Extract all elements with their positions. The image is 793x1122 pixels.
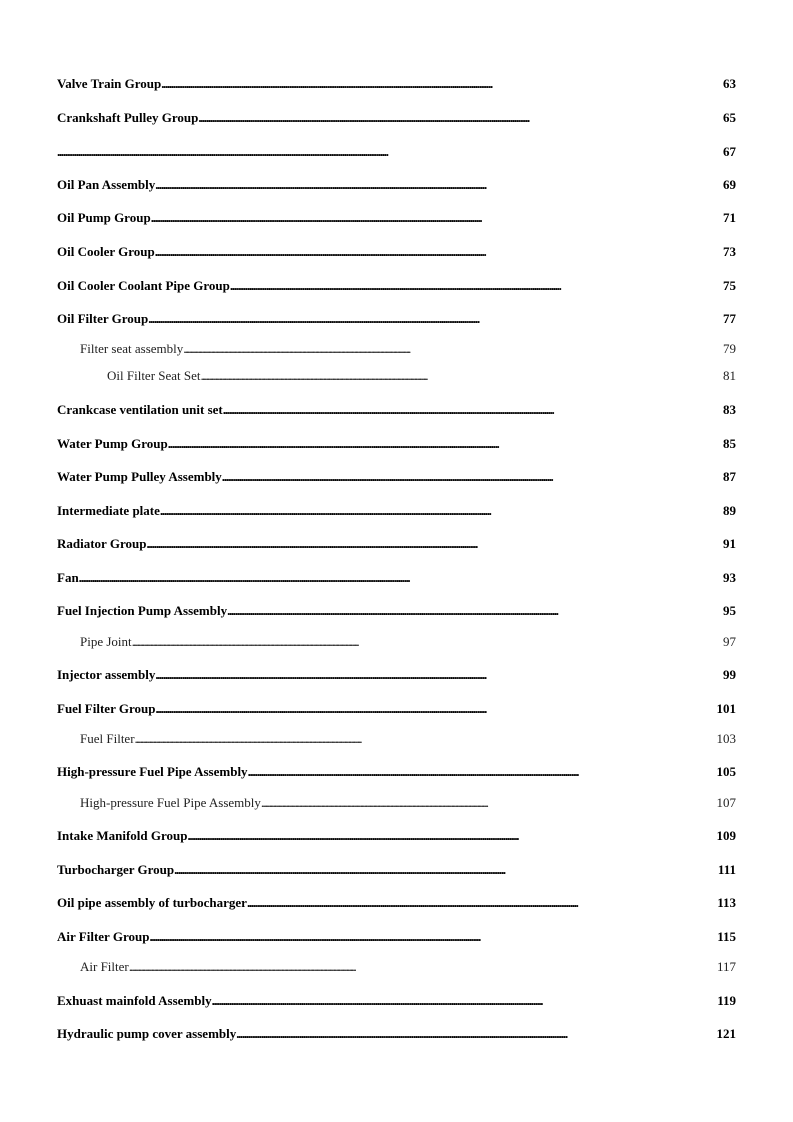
toc-dot-leader (222, 469, 723, 485)
toc-entry[interactable] (0, 210, 793, 228)
toc-entry[interactable] (0, 667, 793, 685)
toc-page-number: 101 (716, 701, 736, 716)
toc-entry-title: Injector assembly (57, 667, 156, 682)
toc-page-number: 65 (723, 110, 736, 125)
toc-dot-leader (79, 570, 723, 586)
toc-entry-title: Exhuast mainfold Assembly (57, 993, 212, 1008)
toc-entry-title: Fuel Filter (80, 731, 135, 746)
toc-entry[interactable] (0, 244, 793, 262)
toc-dot-leader (174, 862, 718, 878)
toc-entry[interactable] (0, 110, 793, 128)
toc-page-number: 99 (723, 667, 736, 682)
toc-entry[interactable] (0, 144, 793, 162)
toc-page-number: 95 (723, 603, 736, 618)
toc-page-number: 107 (716, 795, 736, 810)
toc-entry-title: Oil Pump Group (57, 210, 151, 225)
toc-dot-leader (129, 959, 717, 975)
toc-page-number: 93 (723, 570, 736, 585)
toc-dot-leader (212, 993, 718, 1009)
toc-page-number: 81 (723, 368, 736, 383)
toc-entry-title: Air Filter (80, 959, 129, 974)
toc-page-number: 105 (716, 764, 736, 779)
toc-entry[interactable] (0, 368, 793, 386)
toc-entry[interactable] (0, 895, 793, 913)
toc-dot-leader (132, 634, 723, 650)
toc-entry-title: Oil pipe assembly of turbocharger (57, 895, 247, 910)
toc-dot-leader (223, 402, 723, 418)
toc-dot-leader (155, 701, 716, 717)
toc-page-number: 83 (723, 402, 736, 417)
toc-page-number: 121 (716, 1026, 736, 1041)
toc-entry[interactable] (0, 862, 793, 880)
toc-dot-leader (149, 929, 717, 945)
toc-dot-leader (155, 667, 723, 683)
toc-entry-title: Oil Cooler Group (57, 244, 155, 259)
toc-entry-title: Radiator Group (57, 536, 147, 551)
toc-dot-leader (155, 244, 723, 260)
toc-entry[interactable] (0, 701, 793, 719)
toc-entry[interactable] (0, 959, 793, 977)
toc-entry[interactable] (0, 177, 793, 195)
toc-entry-title: High-pressure Fuel Pipe Assembly (80, 795, 261, 810)
toc-entry[interactable] (0, 536, 793, 554)
toc-entry[interactable] (0, 402, 793, 420)
toc-entry[interactable] (0, 764, 793, 782)
toc-entry[interactable] (0, 76, 793, 94)
toc-dot-leader (183, 341, 723, 357)
toc-entry-title: Water Pump Group (57, 436, 168, 451)
toc-dot-leader (161, 76, 723, 92)
toc-entry-title: Filter seat assembly (80, 341, 184, 356)
toc-entry-title: Hydraulic pump cover assembly (57, 1026, 237, 1041)
toc-dot-leader (168, 436, 723, 452)
toc-page-number: 89 (723, 503, 736, 518)
toc-entry-title: Water Pump Pulley Assembly (57, 469, 222, 484)
toc-entry[interactable] (0, 503, 793, 521)
toc-entry[interactable] (0, 795, 793, 813)
toc-dot-leader (135, 731, 717, 747)
toc-page-number: 85 (723, 436, 736, 451)
toc-dot-leader (247, 895, 717, 911)
toc-entry-title: Oil Pan Assembly (57, 177, 156, 192)
toc-entry[interactable] (0, 731, 793, 749)
toc-entry-title: Fan (57, 570, 79, 585)
toc-dot-leader (198, 110, 723, 126)
toc-entry-title: Fuel Injection Pump Assembly (57, 603, 228, 618)
toc-entry-title: Crankshaft Pulley Group (57, 110, 199, 125)
toc-page-number: 103 (716, 731, 736, 746)
toc-dot-leader (227, 603, 723, 619)
toc-entry[interactable] (0, 278, 793, 296)
toc-entry-title: Oil Filter Seat Set (107, 368, 201, 383)
toc-entry[interactable] (0, 341, 793, 359)
toc-page-number: 77 (723, 311, 736, 326)
toc-entry-title: Intermediate plate (57, 503, 160, 518)
toc-entry[interactable] (0, 993, 793, 1011)
toc-entry-title: Intake Manifold Group (57, 828, 188, 843)
toc-page-number: 91 (723, 536, 736, 551)
toc-page-number: 73 (723, 244, 736, 259)
toc-page-number: 63 (723, 76, 736, 91)
toc-entry[interactable] (0, 311, 793, 329)
toc-dot-leader (201, 368, 723, 384)
toc-dot-leader (236, 1026, 716, 1042)
toc-entry-title: Air Filter Group (57, 929, 150, 944)
toc-entry-title: High-pressure Fuel Pipe Assembly (57, 764, 248, 779)
toc-dot-leader (146, 536, 723, 552)
toc-entry-title: Oil Filter Group (57, 311, 149, 326)
toc-page-number: 67 (723, 144, 736, 159)
toc-page-number: 97 (723, 634, 736, 649)
toc-entry-title: Pipe Joint (80, 634, 132, 649)
toc-entry-title: Oil Cooler Coolant Pipe Group (57, 278, 230, 293)
toc-entry[interactable] (0, 603, 793, 621)
toc-entry-title: Fuel Filter Group (57, 701, 156, 716)
toc-page-number: 75 (723, 278, 736, 293)
toc-entry[interactable] (0, 929, 793, 947)
toc-page-number: 71 (723, 210, 736, 225)
toc-entry[interactable] (0, 828, 793, 846)
toc-entry[interactable] (0, 634, 793, 652)
toc-entry[interactable] (0, 469, 793, 487)
toc-entry[interactable] (0, 570, 793, 588)
toc-dot-leader (57, 144, 723, 160)
toc-page-number: 115 (717, 929, 736, 944)
toc-dot-leader (230, 278, 723, 294)
toc-entry[interactable] (0, 1026, 793, 1044)
toc-entry[interactable] (0, 436, 793, 454)
toc-entry-title: Turbocharger Group (57, 862, 175, 877)
toc-page-number: 111 (717, 862, 736, 877)
toc-dot-leader (155, 177, 723, 193)
toc-page-number: 117 (716, 959, 736, 974)
toc-page-number: 113 (717, 895, 736, 910)
toc-page-number: 119 (717, 993, 736, 1008)
toc-page-number: 69 (723, 177, 736, 192)
toc-dot-leader (151, 210, 723, 226)
toc-page-number: 79 (723, 341, 736, 356)
toc-dot-leader (248, 764, 717, 780)
toc-entry-title: Valve Train Group (57, 76, 162, 91)
toc-page-number: 109 (716, 828, 736, 843)
toc-entry-title: Crankcase ventilation unit set (57, 402, 223, 417)
toc-dot-leader (148, 311, 723, 327)
toc-dot-leader (261, 795, 717, 811)
toc-page-number: 87 (723, 469, 736, 484)
toc-dot-leader (188, 828, 717, 844)
toc-dot-leader (160, 503, 723, 519)
